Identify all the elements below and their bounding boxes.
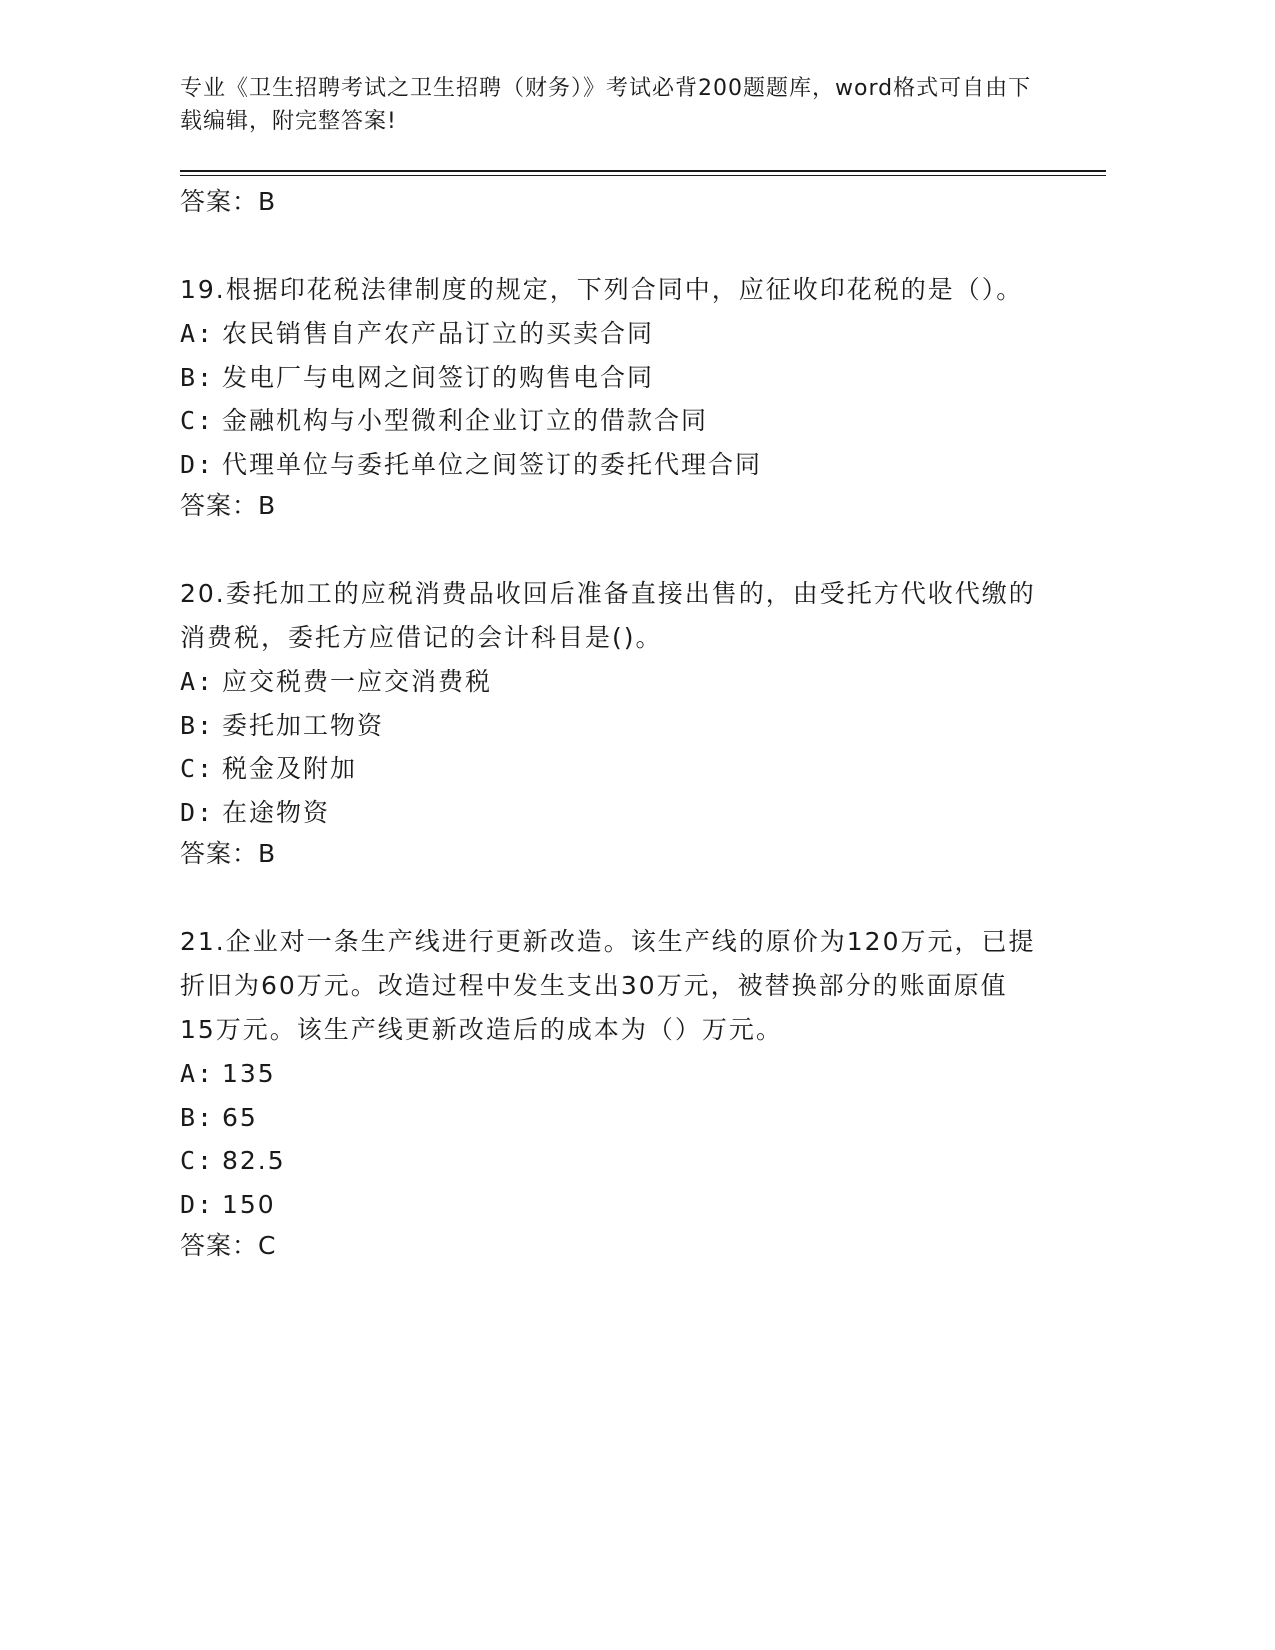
question-19: [180, 268, 1040, 526]
option-text: 在途物资: [222, 797, 331, 827]
option-key: A:: [180, 667, 215, 696]
option-text: 发电厂与电网之间签订的购售电合同: [222, 362, 655, 392]
answer-line: 答案：C: [180, 1231, 277, 1260]
option-b: [180, 356, 1040, 400]
option-key: C:: [180, 406, 215, 435]
option-c: [180, 747, 1040, 791]
option-b: [180, 1096, 1040, 1140]
option-key: D:: [180, 1189, 215, 1219]
option-d: [180, 443, 1040, 487]
option-d: [180, 791, 1040, 835]
answer-line: 答案：B: [180, 491, 277, 520]
option-key: D:: [180, 449, 215, 479]
answer-line: 答案：B: [180, 839, 277, 868]
option-d: [180, 1183, 1040, 1227]
option-key: A:: [180, 1059, 215, 1088]
option-key: B:: [180, 1102, 215, 1132]
option-key: A:: [180, 319, 215, 348]
option-text: 代理单位与委托单位之间签订的委托代理合同: [222, 449, 763, 479]
option-key: B:: [180, 710, 215, 740]
option-text: 150: [222, 1189, 276, 1219]
option-a: [180, 312, 1040, 356]
option-text: 135: [222, 1059, 276, 1088]
option-text: 82.5: [222, 1146, 286, 1175]
option-text: 应交税费一应交消费税: [222, 667, 493, 696]
question-21: [180, 920, 1040, 1266]
option-text: 农民销售自产农产品订立的买卖合同: [222, 319, 655, 348]
question-stem: 19.根据印花税法律制度的规定，下列合同中，应征收印花税的是（）。: [180, 275, 1024, 304]
option-key: B:: [180, 362, 215, 392]
option-key: C:: [180, 754, 215, 783]
option-b: [180, 704, 1040, 748]
question-stem: 20.委托加工的应税消费品收回后准备直接出售的，由受托方代收代缴的消费税，委托方应借记的会计科目是()。: [180, 579, 1036, 652]
option-text: 委托加工物资: [222, 710, 385, 740]
answer-previous: 答案：B: [180, 187, 277, 216]
option-text: 税金及附加: [222, 754, 358, 783]
option-key: D:: [180, 797, 215, 827]
option-key: C:: [180, 1146, 215, 1175]
option-c: [180, 399, 1040, 443]
option-a: [180, 660, 1040, 704]
option-c: [180, 1139, 1040, 1183]
header-rule-thick: [180, 170, 1106, 172]
question-stem: 21.企业对一条生产线进行更新改造。该生产线的原价为120万元，已提折旧为60万元。改造过程中发生支出30万元，被替换部分的账面原值15万元。该生产线更新改造后的成本为（）万元。: [180, 927, 1036, 1044]
question-20: [180, 572, 1040, 874]
question-list: [180, 182, 1040, 1312]
header-rule-thin: [180, 175, 1106, 176]
option-a: [180, 1052, 1040, 1096]
option-text: 金融机构与小型微利企业订立的借款合同: [222, 406, 709, 435]
option-text: 65: [222, 1102, 258, 1132]
page-header-text: 专业《卫生招聘考试之卫生招聘（财务）》考试必背200题题库，word格式可自由下载编辑，附完整答案!: [180, 76, 1032, 134]
